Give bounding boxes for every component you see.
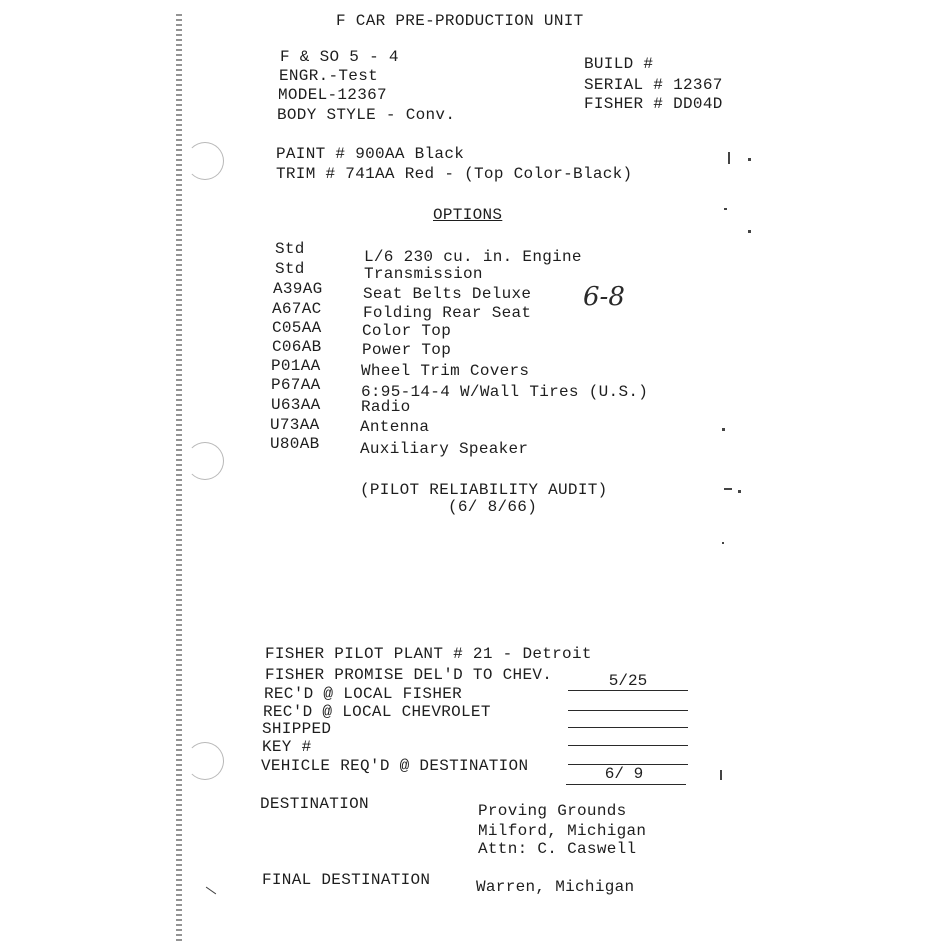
local-chevrolet-label: REC'D @ LOCAL CHEVROLET bbox=[263, 703, 491, 721]
key-label: KEY # bbox=[262, 738, 312, 756]
serial-line: SERIAL # 12367 bbox=[584, 76, 723, 94]
fill-line bbox=[568, 727, 688, 728]
option-code: A39AG bbox=[273, 280, 323, 298]
option-code: P67AA bbox=[271, 376, 321, 394]
build-line: BUILD # bbox=[584, 55, 654, 73]
pilot-plant-line: FISHER PILOT PLANT # 21 - Detroit bbox=[265, 645, 592, 663]
option-code: U80AB bbox=[270, 435, 320, 453]
option-desc: Power Top bbox=[362, 341, 452, 359]
local-fisher-label: REC'D @ LOCAL FISHER bbox=[264, 685, 463, 703]
scan-mark bbox=[206, 887, 216, 895]
destination-line1: Proving Grounds bbox=[478, 802, 627, 820]
scan-mark bbox=[722, 542, 724, 544]
option-code: A67AC bbox=[272, 300, 322, 318]
scan-mark bbox=[724, 488, 732, 490]
handwritten-note: 6-8 bbox=[583, 282, 625, 312]
option-desc: L/6 230 cu. in. Engine bbox=[364, 248, 582, 266]
option-desc: Wheel Trim Covers bbox=[361, 362, 530, 380]
fso-line: F & SO 5 - 4 bbox=[280, 48, 399, 66]
body-style-line: BODY STYLE - Conv. bbox=[277, 106, 456, 124]
audit-title: (PILOT RELIABILITY AUDIT) bbox=[360, 481, 608, 499]
model-line: MODEL-12367 bbox=[278, 86, 387, 104]
option-code: U73AA bbox=[270, 416, 320, 434]
audit-date: (6/ 8/66) bbox=[448, 498, 538, 516]
trim-line: TRIM # 741AA Red - (Top Color-Black) bbox=[276, 165, 633, 183]
scan-mark bbox=[738, 490, 741, 493]
option-code: U63AA bbox=[271, 396, 321, 414]
fisher-line: FISHER # DD04D bbox=[584, 95, 723, 113]
engr-line: ENGR.-Test bbox=[279, 67, 379, 85]
scan-mark bbox=[748, 158, 751, 161]
punch-hole bbox=[186, 442, 224, 480]
final-destination-label: FINAL DESTINATION bbox=[262, 871, 431, 889]
option-code: C05AA bbox=[272, 319, 322, 337]
option-desc: Auxiliary Speaker bbox=[360, 440, 529, 458]
option-desc: Seat Belts Deluxe bbox=[363, 285, 532, 303]
scan-mark bbox=[724, 208, 727, 210]
punch-hole bbox=[186, 142, 224, 180]
binding-edge bbox=[176, 14, 182, 942]
option-desc: Antenna bbox=[360, 418, 430, 436]
final-destination-value: Warren, Michigan bbox=[476, 878, 635, 896]
option-code: P01AA bbox=[271, 357, 321, 375]
paint-line: PAINT # 900AA Black bbox=[276, 145, 465, 163]
fill-line bbox=[566, 784, 686, 785]
scan-mark bbox=[722, 428, 725, 431]
shipped-label: SHIPPED bbox=[262, 720, 332, 738]
fill-line bbox=[568, 710, 688, 711]
option-code: Std bbox=[275, 260, 305, 278]
option-desc: 6:95-14-4 W/Wall Tires (U.S.) bbox=[361, 383, 649, 401]
promise-label: FISHER PROMISE DEL'D TO CHEV. bbox=[265, 666, 553, 684]
options-heading: OPTIONS bbox=[433, 206, 503, 224]
option-code: C06AB bbox=[272, 338, 322, 356]
punch-hole bbox=[186, 742, 224, 780]
fill-line bbox=[568, 745, 688, 746]
scan-mark bbox=[728, 152, 730, 164]
destination-line2: Milford, Michigan bbox=[478, 822, 647, 840]
option-code: Std bbox=[275, 240, 305, 258]
fill-line bbox=[568, 690, 688, 691]
document-title: F CAR PRE-PRODUCTION UNIT bbox=[336, 12, 584, 30]
destination-label: DESTINATION bbox=[260, 795, 369, 813]
vehicle-reqd-value: 6/ 9 bbox=[604, 765, 644, 783]
destination-line3: Attn: C. Caswell bbox=[478, 840, 637, 858]
option-desc: Radio bbox=[361, 398, 411, 416]
promise-value: 5/25 bbox=[608, 672, 648, 690]
option-desc: Folding Rear Seat bbox=[363, 304, 532, 322]
option-desc: Transmission bbox=[364, 265, 483, 283]
option-desc: Color Top bbox=[362, 322, 452, 340]
vehicle-reqd-label: VEHICLE REQ'D @ DESTINATION bbox=[261, 757, 529, 775]
scan-mark bbox=[720, 770, 722, 780]
scan-mark bbox=[748, 230, 751, 233]
